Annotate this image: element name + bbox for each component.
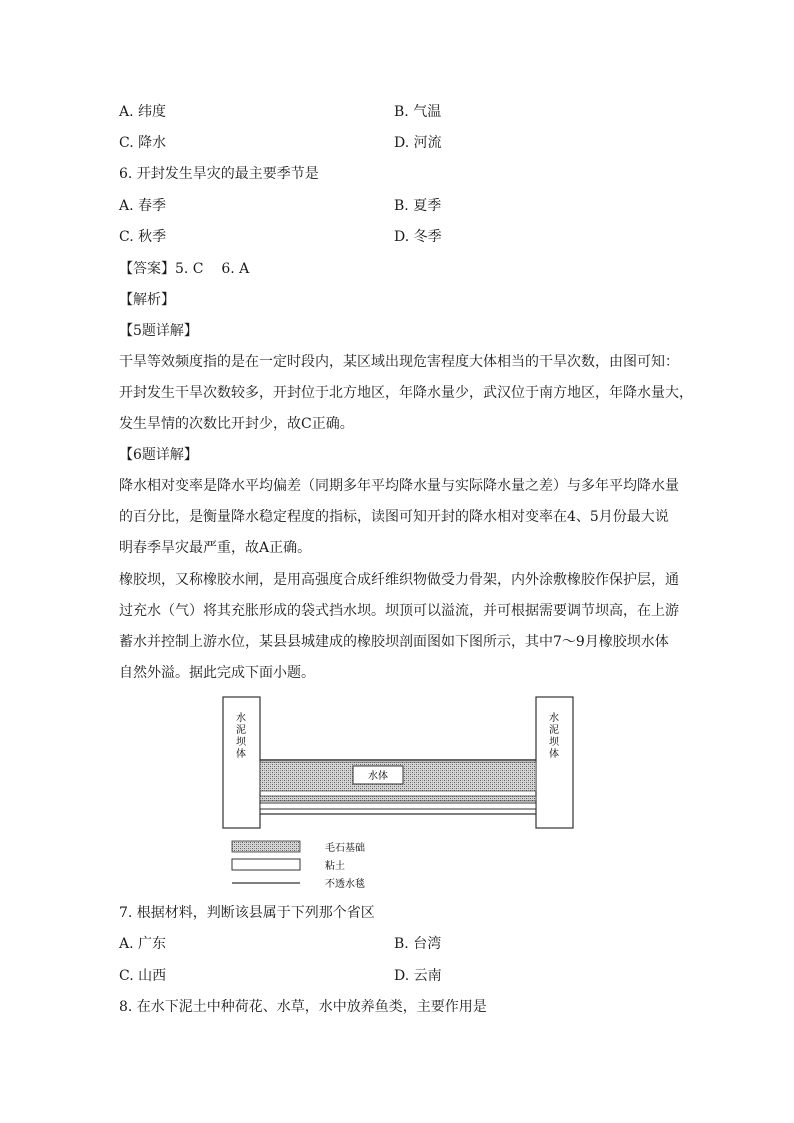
material-line: 蓄水并控制上游水位，某县县城建成的橡胶坝剖面图如下图所示，其中7～9月橡胶坝水体 xyxy=(119,634,669,650)
left-pillar-char: 体 xyxy=(236,749,246,760)
q7-option-b: B. 台湾 xyxy=(394,936,442,952)
q6-option-a: A. 春季 xyxy=(119,198,167,214)
q6-stem: 6. 开封发生旱灾的最主要季节是 xyxy=(119,166,319,182)
q6-detail-line: 的百分比，是衡量降水稳定程度的指标，读图可知开封的降水相对变率在4、5月份最大说 xyxy=(119,509,669,525)
legend-rubble-label: 毛石基础 xyxy=(325,843,365,854)
q6-detail-title: 【6题详解】 xyxy=(119,447,198,463)
left-pillar-char: 泥 xyxy=(236,725,246,736)
clay-layer xyxy=(260,803,536,809)
q5-detail-line: 开封发生干旱次数较多，开封位于北方地区，年降水量少，武汉位于南方地区，年降水量大， xyxy=(119,385,693,401)
legend-rubble-swatch xyxy=(232,841,300,852)
q7-option-c: C. 山西 xyxy=(119,968,167,984)
left-pillar-char: 坝 xyxy=(236,737,246,748)
left-pillar-char: 水 xyxy=(236,713,246,724)
q5-option-b: B. 气温 xyxy=(394,104,442,120)
q6-detail-line: 明春季旱灾最严重，故A正确。 xyxy=(119,540,312,556)
q5-option-d: D. 河流 xyxy=(394,135,442,151)
right-pillar-char: 泥 xyxy=(549,725,559,736)
q8-stem: 8. 在水下泥土中种荷花、水草，水中放养鱼类，主要作用是 xyxy=(119,999,487,1015)
rubble-foundation-layer xyxy=(260,796,536,801)
q5-detail-line: 发生旱情的次数比开封少，故C正确。 xyxy=(119,416,354,432)
right-pillar-char: 坝 xyxy=(549,737,559,748)
material-line: 橡胶坝，又称橡胶水闸，是用高强度合成纤维织物做受力骨架，内外涂敷橡胶作保护层，通 xyxy=(119,572,679,588)
legend-clay-label: 粘土 xyxy=(325,861,345,872)
q7-option-a: A. 广东 xyxy=(119,936,167,952)
material-line: 过充水（气）将其充胀形成的袋式挡水坝。坝顶可以溢流，并可根据需要调节坝高，在上游 xyxy=(119,603,679,619)
q6-option-c: C. 秋季 xyxy=(119,229,167,245)
answer-line: 【答案】5. C 6. A xyxy=(119,261,250,277)
q5-option-c: C. 降水 xyxy=(119,135,167,151)
q5-detail-line: 干旱等效频度指的是在一定时段内，某区域出现危害程度大体相当的干旱次数，由图可知： xyxy=(119,354,679,370)
right-pillar-char: 水 xyxy=(549,713,559,724)
q5-detail-title: 【5题详解】 xyxy=(119,323,198,339)
right-pillar-char: 体 xyxy=(549,749,559,760)
material-line: 自然外溢。据此完成下面小题。 xyxy=(119,665,315,681)
legend-clay-swatch xyxy=(232,859,300,870)
q7-stem: 7. 根据材料，判断该县属于下列那个省区 xyxy=(119,905,375,921)
legend-blanket-label: 不透水毯 xyxy=(325,879,365,890)
water-label: 水体 xyxy=(368,771,388,782)
q6-detail-line: 降水相对变率是降水平均偏差（同期多年平均降水量与实际降水量之差）与多年平均降水量 xyxy=(119,478,679,494)
q6-option-d: D. 冬季 xyxy=(394,229,442,245)
analysis-title: 【解析】 xyxy=(119,292,175,308)
q6-option-b: B. 夏季 xyxy=(394,198,442,214)
q7-option-d: D. 云南 xyxy=(394,968,442,984)
q5-option-a: A. 纬度 xyxy=(119,104,167,120)
